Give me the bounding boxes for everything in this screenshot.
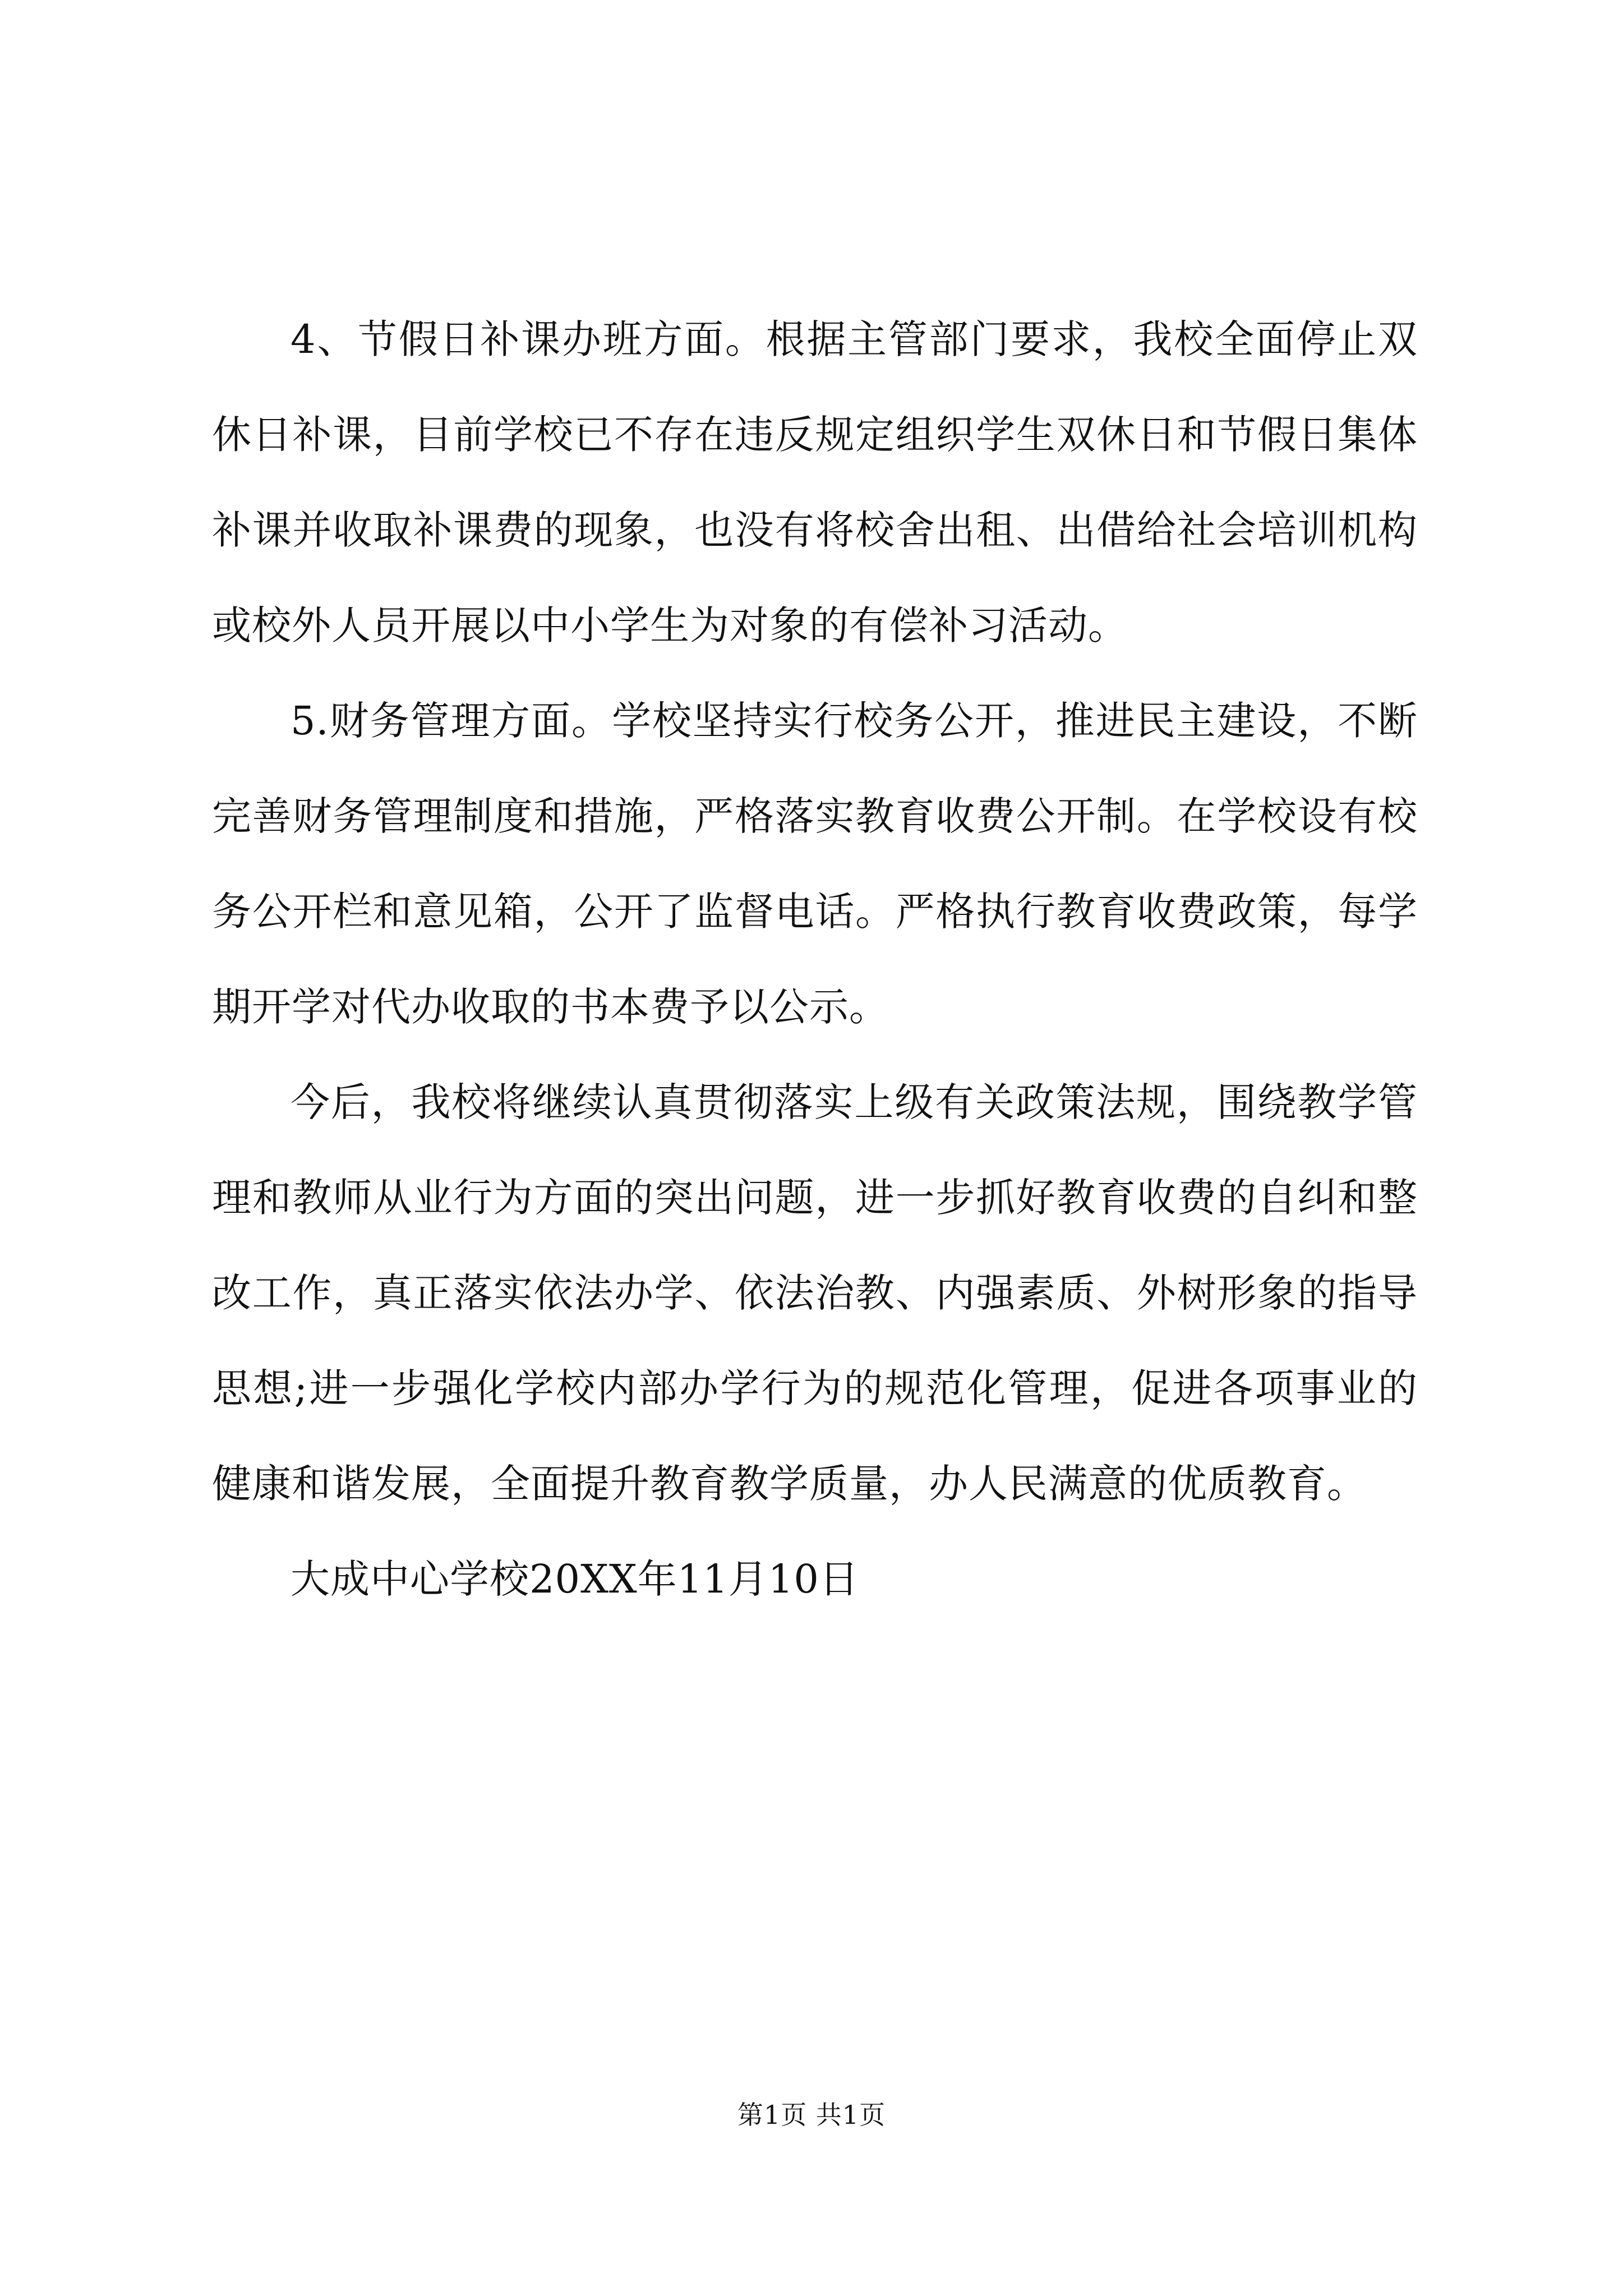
paragraph-future-plans: 今后，我校将继续认真贯彻落实上级有关政策法规，围绕教学管理和教师从业行为方面的突出问题，进一步抓好教育收费的自纠和整改工作，真正落实依法办学、依法治教、内强素质、外树形象的指导思想;进一步强化学校内部办学行为的规范化管理，促进各项事业的健康和谐发展，全面提升教育教学质量，办人民满意的优质教育。 (212, 1079, 1418, 1507)
document-body (212, 292, 1418, 1627)
paragraph-financial-management: 5.财务管理方面。学校坚持实行校务公开，推进民主建设，不断完善财务管理制度和措施，严格落实教育收费公开制。在学校设有校务公开栏和意见箱，公开了监督电话。严格执行教育收费政策，每学期开学对代办收取的书本费予以公示。 (212, 698, 1418, 1030)
page-footer: 第1页 共1页 (737, 2100, 886, 2130)
signature-date: 大成中心学校20XX年11月10日 (291, 1556, 859, 1602)
paragraph-holiday-tutoring: 4、节假日补课办班方面。根据主管部门要求，我校全面停止双休日补课，目前学校已不存在违反规定组织学生双休日和节假日集体补课并收取补课费的现象，也没有将校舍出租、出借给社会培训机构或校外人员开展以中小学生为对象的有偿补习活动。 (212, 316, 1418, 648)
